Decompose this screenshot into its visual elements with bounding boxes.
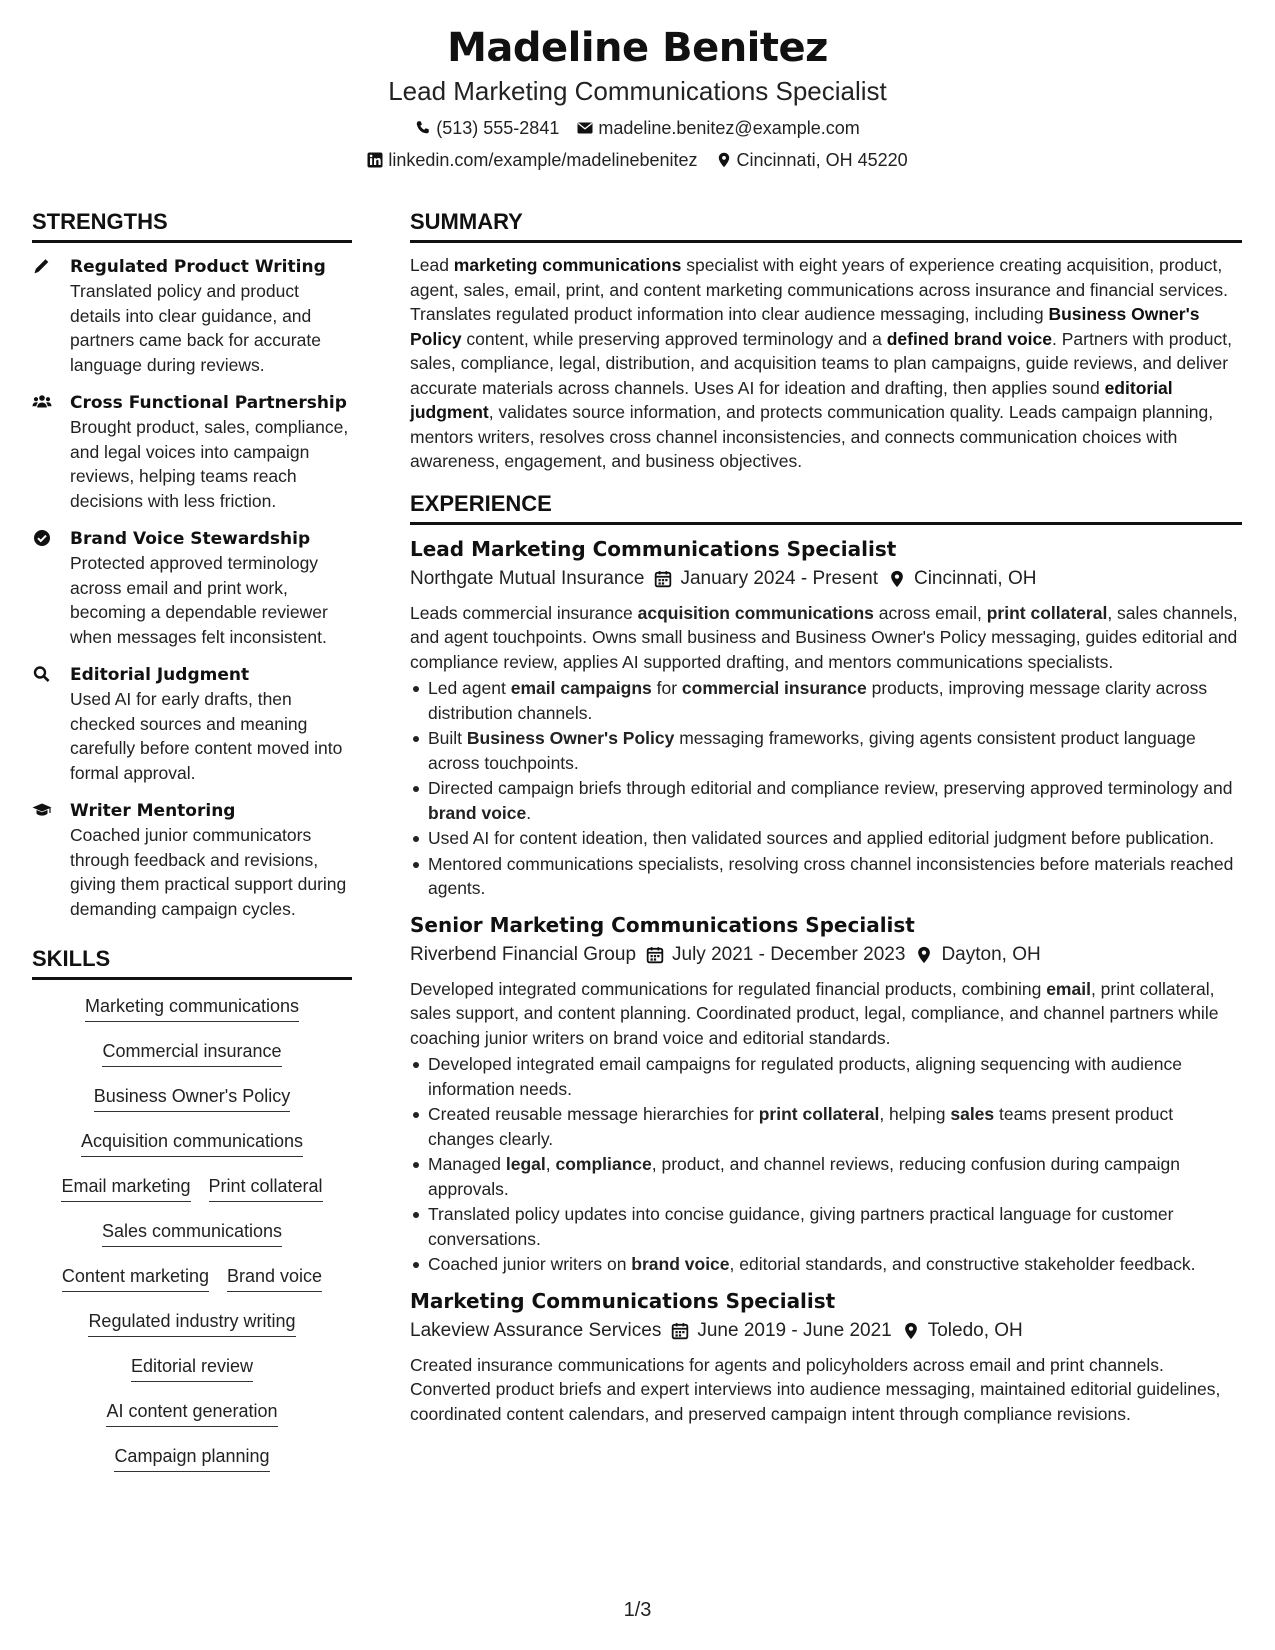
job-location	[915, 941, 1040, 969]
text-run: , print collateral, sales support, and content planning. Coordinated product, legal, compliance, and channel partners while coaching junior writers on brand voice and editorial standards.	[410, 978, 1219, 1048]
strength-name: Cross Functional Partnership	[70, 393, 347, 413]
contact-row-1	[0, 116, 1275, 140]
summary-text	[410, 253, 1242, 474]
location-contact	[716, 148, 908, 172]
skill-tag: Commercial insurance	[102, 1039, 281, 1067]
linkedin-contact[interactable]	[367, 148, 697, 172]
text-run: Coached junior writers on	[428, 1254, 632, 1274]
bold-phrase: brand voice	[631, 1254, 730, 1274]
job-dates-text: June 2019 - June 2021	[697, 1319, 892, 1341]
job-description	[410, 977, 1242, 1051]
strength-body	[70, 527, 352, 649]
calendar-icon	[671, 1322, 689, 1340]
skill-tag: Content marketing	[62, 1264, 209, 1292]
bold-phrase: print collateral	[986, 602, 1108, 623]
text-run: , helping	[879, 1104, 951, 1124]
text-run: , sales channels, and agent touchpoints. Owns small business and Business Owner's Policy messaging, guides editorial and compliance review, applies AI supported drafting, and mentors communications specialists.	[410, 602, 1238, 672]
text-run: Translated policy updates into concise guidance, giving partners practical language for customer conversations.	[428, 1204, 1174, 1249]
skill-tag: Editorial review	[131, 1354, 253, 1382]
pencil-icon	[32, 255, 70, 377]
map-pin-icon	[888, 570, 906, 588]
candidate-name: Madeline Benitez	[447, 25, 828, 71]
job-location-text: Toledo, OH	[927, 1319, 1023, 1341]
skill-tag: Brand voice	[227, 1264, 322, 1292]
skill-tag: Regulated industry writing	[88, 1309, 295, 1337]
strength-name: Writer Mentoring	[70, 801, 236, 821]
job-location-text: Dayton, OH	[941, 943, 1041, 965]
skill-row	[32, 1264, 352, 1309]
job-dates-text: January 2024 - Present	[680, 567, 878, 589]
job-title: Marketing Communications Specialist	[410, 1288, 836, 1313]
check-circle-icon	[32, 527, 70, 649]
resume-header	[0, 22, 1275, 172]
summary-heading: SUMMARY	[410, 208, 1242, 243]
text-run: . Partners with product, sales, compliance, legal, distribution, and acquisition teams to plan campaigns, guide reviews, and deliver accurate materials across channels. Uses AI for ideation and drafting, then applies sound	[410, 328, 1232, 398]
text-run: content, while preserving approved terminology and a	[461, 328, 887, 349]
job-location	[888, 565, 1037, 593]
bold-phrase: commercial insurance	[681, 678, 867, 698]
strength-description: Translated policy and product details into clear guidance, and partners came back for accurate language during reviews.	[70, 281, 321, 375]
bullet-item	[410, 852, 1242, 901]
strength-item	[32, 799, 352, 921]
job-location-text: Cincinnati, OH	[913, 567, 1037, 589]
job-dates	[671, 1317, 891, 1345]
job-description	[410, 1353, 1242, 1427]
job-location	[902, 1317, 1023, 1345]
envelope-icon	[577, 120, 593, 136]
strength-item	[32, 527, 352, 649]
experience-section	[410, 490, 1242, 1427]
text-run: Directed campaign briefs through editorial and compliance review, preserving approved terminology and	[428, 778, 1233, 798]
linkedin-text[interactable]: linkedin.com/example/madelinebenitez	[388, 150, 698, 170]
text-run: Managed	[428, 1154, 506, 1174]
job-bullets	[410, 676, 1242, 901]
map-pin-icon	[902, 1322, 920, 1340]
strengths-list	[32, 255, 352, 921]
job-entry	[410, 1287, 1242, 1427]
map-pin-icon	[915, 946, 933, 964]
location-text: Cincinnati, OH 45220	[736, 150, 908, 170]
email-text[interactable]: madeline.benitez@example.com	[598, 118, 860, 138]
job-company: Lakeview Assurance Services	[410, 1319, 662, 1341]
bold-phrase: defined brand voice	[886, 328, 1052, 349]
strength-description: Coached junior communicators through feedback and revisions, giving them practical support during demanding campaign cycles.	[70, 825, 347, 919]
bold-phrase: Business Owner's Policy	[466, 728, 675, 748]
calendar-icon	[646, 946, 664, 964]
text-run: teams present product changes clearly.	[428, 1104, 1174, 1149]
phone-contact	[415, 116, 559, 140]
text-run: Created insurance communications for agents and policyholders across email and print channels. Converted product briefs and expert interviews into audience messaging, maintained editorial guidelines, coordinated content calendars, and preserved campaign intent through compliance revisions.	[410, 1354, 1221, 1424]
text-run: messaging frameworks, giving agents consistent product language across touchpoints.	[428, 728, 1196, 773]
job-entry	[410, 911, 1242, 1277]
text-run: Used AI for content ideation, then validated sources and applied editorial judgment before publication.	[428, 828, 1215, 848]
strength-description: Protected approved terminology across email and print work, becoming a dependable reviewer when messages felt inconsistent.	[70, 553, 328, 647]
map-pin-icon	[716, 152, 732, 168]
text-run: Developed integrated email campaigns for regulated products, aligning sequencing with audience information needs.	[428, 1054, 1182, 1099]
job-title: Lead Marketing Communications Specialist	[410, 536, 897, 561]
bold-phrase: compliance	[555, 1154, 652, 1174]
strength-name: Brand Voice Stewardship	[70, 529, 311, 549]
bullet-item	[410, 1152, 1242, 1201]
skill-row	[32, 1129, 352, 1174]
text-run: , product, and channel reviews, reducing confusion during campaign approvals.	[428, 1154, 1181, 1199]
text-run: Created reusable message hierarchies for	[428, 1104, 759, 1124]
text-run: , validates source information, and protects communication quality. Leads campaign planning, mentors writers, resolves cross channel inconsistencies, and connects communication choices with awareness, engagement, and business objectives.	[410, 402, 1214, 471]
skill-tag: Campaign planning	[114, 1444, 269, 1472]
bold-phrase: acquisition communications	[637, 602, 874, 623]
bold-phrase: brand voice	[428, 802, 527, 823]
skill-tag: Sales communications	[102, 1219, 282, 1247]
skill-row	[32, 1444, 352, 1489]
job-dates	[646, 941, 905, 969]
strengths-heading: STRENGTHS	[32, 208, 352, 243]
skill-row	[32, 1039, 352, 1084]
text-run: products, improving message clarity across distribution channels.	[428, 678, 1208, 723]
bold-phrase: editorial judgment	[410, 377, 1173, 422]
text-run: Mentored communications specialists, resolving cross channel inconsistencies before materials reached agents.	[428, 853, 1234, 898]
text-run: across email,	[873, 602, 987, 623]
text-run: , editorial standards, and constructive stakeholder feedback.	[729, 1254, 1196, 1274]
skill-row	[32, 1174, 352, 1219]
text-run: Leads commercial insurance	[410, 602, 638, 623]
text-run: Lead	[410, 255, 454, 275]
search-icon	[32, 663, 70, 785]
job-title: Senior Marketing Communications Specialist	[410, 912, 915, 937]
job-meta	[410, 1317, 1242, 1345]
text-run: .	[526, 802, 532, 823]
bold-phrase: email	[1046, 978, 1091, 999]
strength-body	[70, 799, 352, 921]
bullet-item	[410, 776, 1242, 825]
job-company: Riverbend Financial Group	[410, 943, 637, 965]
bullet-item	[410, 1202, 1242, 1251]
text-run: specialist with eight years of experience creating acquisition, product, agent, sales, email, print, and content marketing communications across insurance and financial services. Translates regulated product information into clear audience messaging, including	[410, 255, 1229, 324]
strength-item	[32, 391, 352, 513]
bold-phrase: print collateral	[758, 1104, 880, 1124]
right-column	[410, 208, 1242, 1426]
job-meta	[410, 941, 1242, 969]
phone-icon	[415, 120, 431, 136]
bullet-item	[410, 826, 1242, 851]
text-run: Developed integrated communications for regulated financial products, combining	[410, 978, 1047, 999]
strength-body	[70, 255, 352, 377]
skill-row	[32, 1309, 352, 1354]
job-company: Northgate Mutual Insurance	[410, 567, 645, 589]
bold-phrase: sales	[950, 1104, 995, 1124]
contact-row-2	[0, 148, 1275, 172]
strength-name: Editorial Judgment	[70, 665, 250, 685]
users-icon	[32, 391, 70, 513]
calendar-icon	[654, 570, 672, 588]
skill-tag: Print collateral	[209, 1174, 323, 1202]
skill-tag: Business Owner's Policy	[94, 1084, 291, 1112]
skills-list	[32, 994, 352, 1489]
job-entry	[410, 535, 1242, 901]
bold-phrase: email campaigns	[510, 678, 652, 698]
skill-tag: Email marketing	[61, 1174, 190, 1202]
bullet-item	[410, 1052, 1242, 1101]
bold-phrase: legal	[505, 1154, 546, 1174]
text-run: Built	[428, 728, 467, 748]
skill-row	[32, 1084, 352, 1129]
strength-body	[70, 391, 352, 513]
skill-row	[32, 1219, 352, 1264]
text-run: ,	[545, 1154, 556, 1174]
strength-body	[70, 663, 352, 785]
page-number: 1/3	[623, 1599, 652, 1621]
skill-row	[32, 1399, 352, 1444]
jobs-list	[410, 535, 1242, 1427]
strength-description: Used AI for early drafts, then checked sources and meaning carefully before content moved into formal approval.	[70, 689, 343, 783]
skill-row	[32, 1354, 352, 1399]
job-meta	[410, 565, 1242, 593]
bullet-item	[410, 726, 1242, 775]
text-run: for	[651, 678, 682, 698]
strength-item	[32, 255, 352, 377]
strength-name: Regulated Product Writing	[70, 257, 326, 277]
linkedin-icon	[367, 152, 383, 168]
graduation-cap-icon	[32, 799, 70, 921]
left-column	[32, 208, 352, 1489]
skill-row	[32, 994, 352, 1039]
job-dates-text: July 2021 - December 2023	[672, 943, 906, 965]
job-dates	[654, 565, 878, 593]
job-description	[410, 601, 1242, 675]
skill-tag: Marketing communications	[85, 994, 299, 1022]
skills-section	[32, 945, 352, 1489]
skills-heading: SKILLS	[32, 945, 352, 980]
bullet-item	[410, 1102, 1242, 1151]
bold-phrase: marketing communications	[453, 255, 682, 275]
strength-description: Brought product, sales, compliance, and legal voices into campaign reviews, helping teams reach decisions with less friction.	[70, 417, 349, 511]
job-bullets	[410, 1052, 1242, 1277]
candidate-title: Lead Marketing Communications Specialist	[388, 76, 887, 106]
text-run: Led agent	[428, 678, 511, 698]
skill-tag: AI content generation	[106, 1399, 277, 1427]
phone-text: (513) 555-2841	[436, 118, 560, 138]
bullet-item	[410, 676, 1242, 725]
bold-phrase: Business Owner's Policy	[410, 304, 1200, 349]
bullet-item	[410, 1252, 1242, 1277]
strength-item	[32, 663, 352, 785]
skill-tag: Acquisition communications	[81, 1129, 303, 1157]
experience-heading: EXPERIENCE	[410, 490, 1242, 525]
email-contact[interactable]	[577, 116, 859, 140]
